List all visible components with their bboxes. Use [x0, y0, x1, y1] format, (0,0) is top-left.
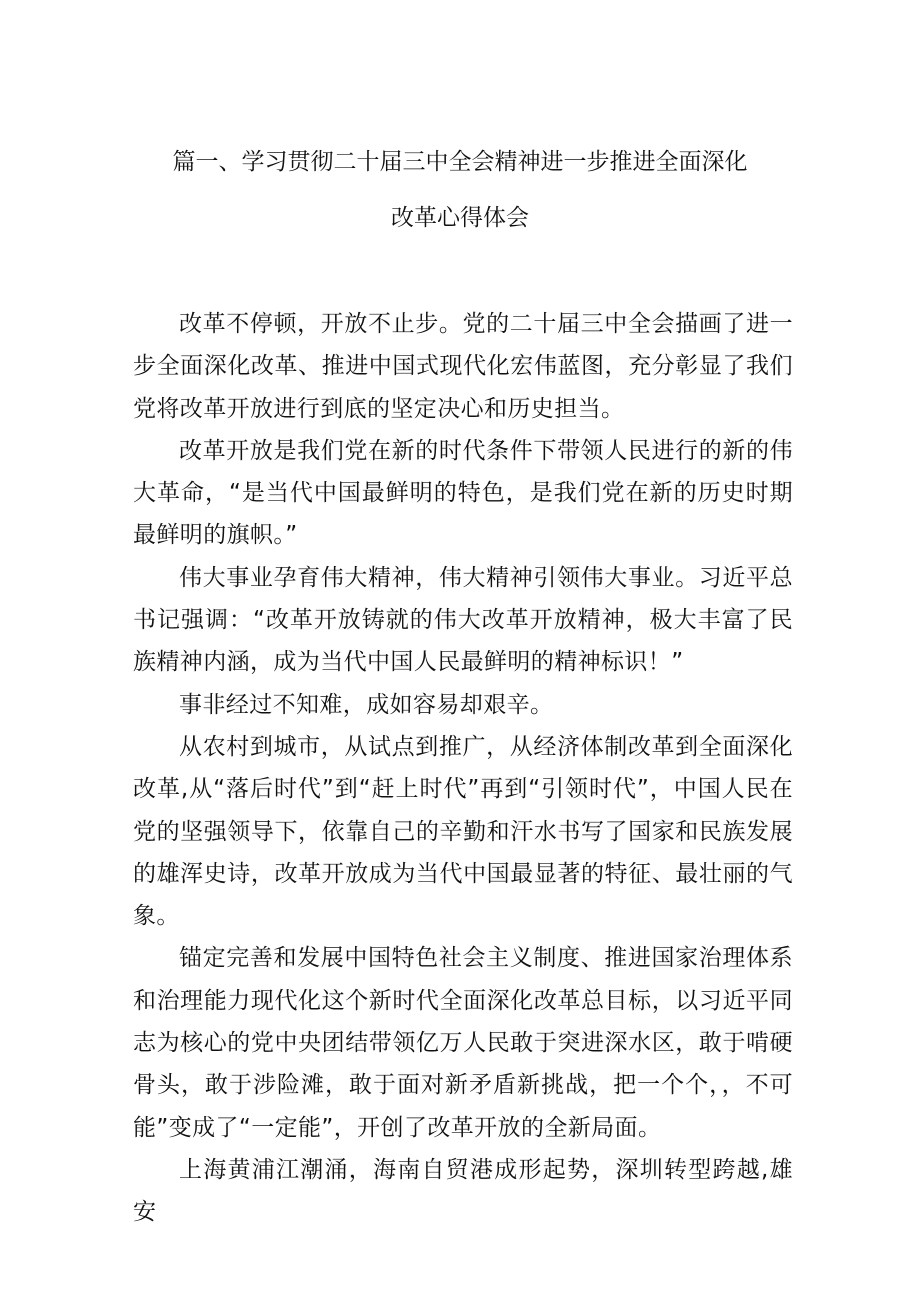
document-body	[133, 303, 793, 1234]
paragraph-4: 事非经过不知难，成如容易却艰辛。	[179, 691, 554, 718]
paragraph-7: 上海黄浦江潮涌，海南自贸港成形起势，深圳转型跨越,雄安	[133, 1156, 793, 1226]
paragraph-1: 改革不停顿，开放不止步。党的二十届三中全会描画了进一步全面深化改革、推进中国式现代化宏伟蓝图，充分彰显了我们党将改革开放进行到底的坚定决心和历史担当。	[133, 311, 793, 422]
paragraph-3: 伟大事业孕育伟大精神，伟大精神引领伟大事业。习近平总书记强调：“改革开放铸就的伟大改革开放精神，极大丰富了民族精神内涵，成为当代中国人民最鲜明的精神标识！”	[133, 564, 793, 676]
document-title-line-1: 篇一、学习贯彻二十届三中全会精神进一步推进全面深化	[172, 149, 748, 175]
paragraph-2: 改革开放是我们党在新的时代条件下带领人民进行的新的伟大革命，“是当代中国最鲜明的特色，是我们党在新的历史时期最鲜明的旗帜。”	[133, 437, 793, 549]
paragraph-5: 从农村到城市，从试点到推广，从经济体制改革到全面深化改革,从“落后时代”到“赶上时代”再到“引领时代”，中国人民在党的坚强领导下，依靠自己的辛勤和汗水书写了国家和民族发展的雄浑史诗，改革开放成为当代中国最显著的特征、最壮丽的气象。	[133, 733, 793, 930]
paragraph-6: 锚定完善和发展中国特色社会主义制度、推进国家治理体系和治理能力现代化这个新时代全面深化改革总目标，以习近平同志为核心的党中央团结带领亿万人民敢于突进深水区，敢于啃硬骨头，敢于涉险滩，敢于面对新矛盾新挑战，把一个个，，不可能”变成了“一定能”，开创了改革开放的全新局面。	[133, 945, 793, 1141]
document-title-line-2: 改革心得体会	[391, 205, 529, 231]
